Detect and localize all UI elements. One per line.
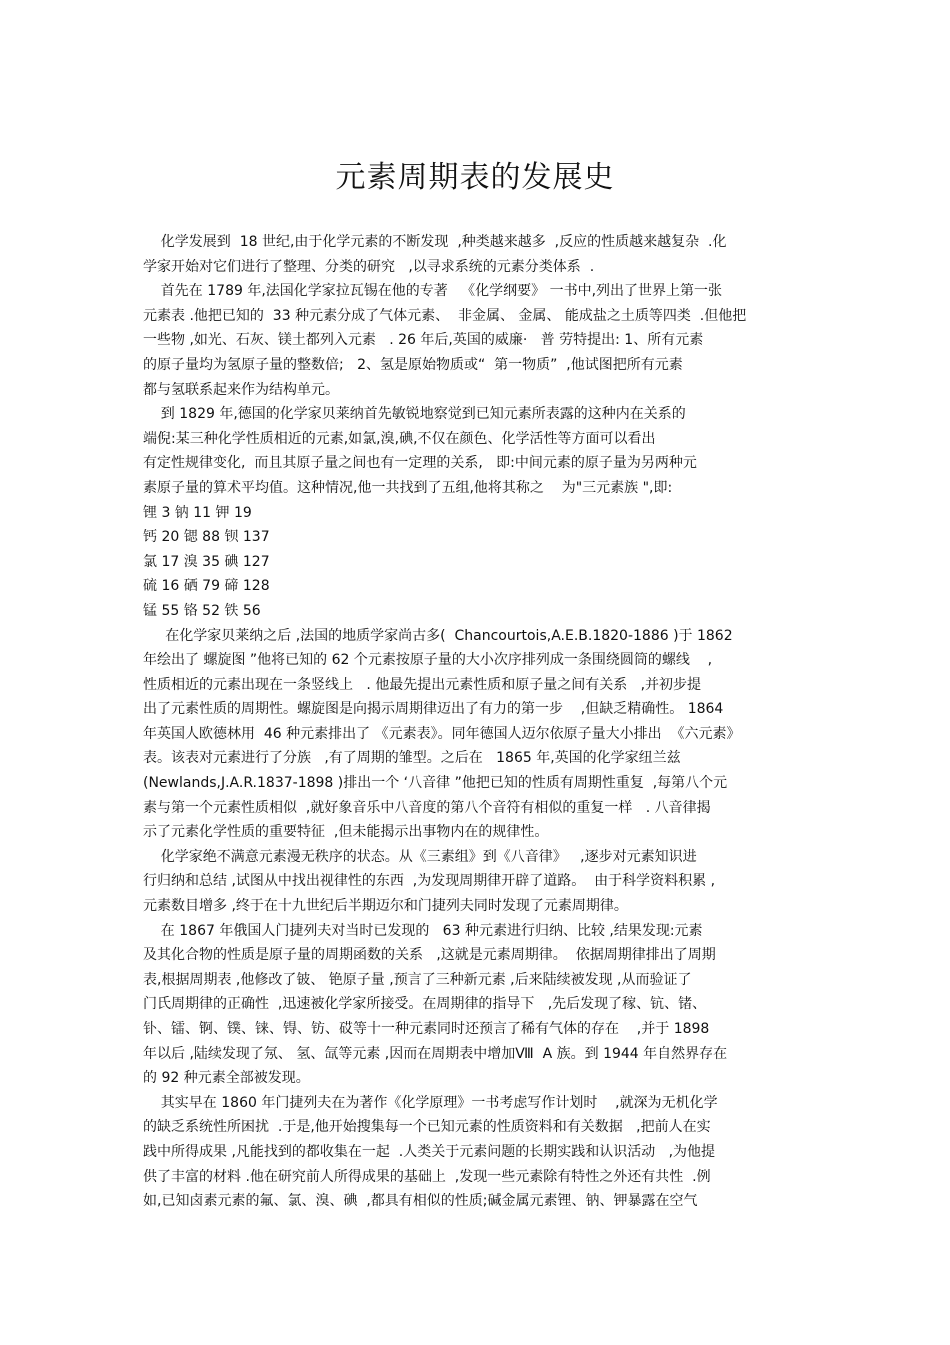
text-line: 有定性规律变化, 而且其原子量之间也有一定理的关系, 即:中间元素的原子量为另两种元 — [143, 455, 697, 472]
text-line: 化学家绝不满意元素漫无秩序的状态。从《三素组》到《八音律》 ,逐步对元素知识进 — [143, 848, 697, 865]
page-title: 元素周期表的发展史 — [335, 160, 615, 195]
text-line: 其实早在 1860 年门捷列夫在为著作《化学原理》一书考虑写作计划时 ,就深为无机化学 — [143, 1094, 718, 1111]
text-line: 素与第一个元素性质相似 ,就好象音乐中八音度的第八个音符有相似的重复一样 . 八音律揭 — [143, 799, 711, 816]
text-line: 都与氢联系起来作为结构单元。 — [143, 381, 339, 398]
text-line: 的 92 种元素全部被发现。 — [143, 1070, 310, 1087]
text-line: 元素数目增多 ,终于在十九世纪后半期迈尔和门捷列夫同时发现了元素周期律。 — [143, 898, 628, 915]
text-line: 表。该表对元素进行了分族 ,有了周期的雏型。之后在 1865 年,英国的化学家纽兰兹 — [143, 750, 681, 767]
text-line: 端倪:某三种化学性质相近的元素,如氯,溴,碘,不仅在颜色、化学活性等方面可以看出 — [143, 430, 656, 447]
text-line: 一些物 ,如光、石灰、镁土都列入元素 . 26 年后,英国的威廉· 普 劳特提出: 1、所有元素 — [143, 332, 704, 349]
text-line: 化学发展到 18 世纪,由于化学元素的不断发现 ,种类越来越多 ,反应的性质越来越复杂 .化 — [143, 234, 727, 250]
triad-row: 氯 17 溴 35 碘 127 — [143, 553, 270, 570]
triad-row: 硫 16 硒 79 碲 128 — [143, 578, 270, 595]
text-line: 行归纳和总结 ,试图从中找出视律性的东西 ,为发现周期律开辟了道路。 由于科学资料积累 , — [143, 873, 716, 890]
triad-row: 锂 3 钠 11 钾 19 — [143, 504, 252, 521]
triad-row: 钙 20 锶 88 钡 137 — [143, 529, 270, 546]
text-line: 素原子量的算术平均值。这种情况,他一共找到了五组,他将其称之 为"三元素族 ",即: — [143, 479, 673, 496]
text-line: 及其化合物的性质是原子量的周期函数的关系 ,这就是元素周期律。 依据周期律排出了周期 — [143, 947, 716, 964]
text-line: 如,已知卤素元素的氟、氯、溴、碘 ,都具有相似的性质;碱金属元素锂、钠、钾暴露在空气 — [143, 1193, 698, 1210]
text-line: 钋、镭、锕、镤、铼、锝、钫、砹等十一种元素同时还预言了稀有气体的存在 ,并于 1898 — [143, 1021, 710, 1037]
text-line: 践中所得成果 ,凡能找到的都收集在一起 .人类关于元素问题的长期实践和认识活动 ,为他提 — [143, 1143, 716, 1160]
text-line: 年绘出了 螺旋图 ”他将已知的 62 个元素按原子量的大小次序排列成一条围绕圆筒的螺线 , — [143, 652, 713, 669]
text-line: 年以后 ,陆续发现了氖、 氢、氙等元素 ,因而在周期表中增加Ⅷ A 族。到 1944 年自然界存在 — [143, 1045, 728, 1062]
triad-row: 锰 55 铬 52 铁 56 — [143, 602, 261, 619]
text-line: 年英国人欧德林用 46 种元素排出了 《元素表》。同年德国人迈尔依原子量大小排出 《六元素》 — [143, 725, 741, 742]
text-line: 在化学家贝莱纳之后 ,法国的地质学家尚古多( Chancourtois,A.E.B.1820-1886 )于 1862 — [143, 627, 733, 644]
text-line: 元素表 .他把已知的 33 种元素分成了气体元素、 非金属、 金属、 能成盐之土质等四类 .但他把 — [143, 307, 747, 324]
text-line: 出了元素性质的周期性。螺旋图是向揭示周期律迈出了有力的第一步 ,但缺乏精确性。 1864 — [143, 701, 724, 718]
text-line: 的缺乏系统性所困扰 .于是,他开始搜集每一个已知元素的性质资料和有关数据 ,把前人在实 — [143, 1119, 711, 1136]
text-line: 首先在 1789 年,法国化学家拉瓦锡在他的专著 《化学纲要》 一书中,列出了世界上第一张 — [143, 283, 723, 300]
text-line: 的原子量均为氢原子量的整数倍; 2、氢是原始物质或“ 第一物质” ,他试图把所有元素 — [143, 356, 683, 373]
article-body — [143, 230, 811, 1214]
text-line: 到 1829 年,德国的化学家贝莱纳首先敏锐地察觉到已知元素所表露的这种内在关系的 — [143, 406, 686, 423]
text-line: 门氏周期律的正确性 ,迅速被化学家所接受。在周期律的指导下 ,先后发现了稼、钪、锗、 — [143, 996, 707, 1013]
text-line: 表,根据周期表 ,他修改了铍、 铯原子量 ,预言了三种新元素 ,后来陆续被发现 ,从而验证了 — [143, 971, 692, 988]
text-line: 性质相近的元素出现在一条竖线上 . 他最先提出元素性质和原子量之间有关系 ,并初步提 — [143, 676, 702, 693]
text-line: 学家开始对它们进行了整理、分类的研究 ,以寻求系统的元素分类体系 . — [143, 258, 595, 275]
text-line: 在 1867 年俄国人门捷列夫对当时已发现的 63 种元素进行归纳、比较 ,结果发现:元素 — [143, 922, 703, 939]
text-line: 供了丰富的材料 .他在研究前人所得成果的基础上 ,发现一些元素除有特性之外还有共性 .例 — [143, 1168, 711, 1185]
text-line: (Newlands,J.A.R.1837-1898 )排出一个 ‘八音律 ”他把已知的性质有周期性重复 ,每第八个元 — [143, 775, 728, 792]
text-line: 示了元素化学性质的重要特征 ,但未能揭示出事物内在的规律性。 — [143, 824, 549, 841]
